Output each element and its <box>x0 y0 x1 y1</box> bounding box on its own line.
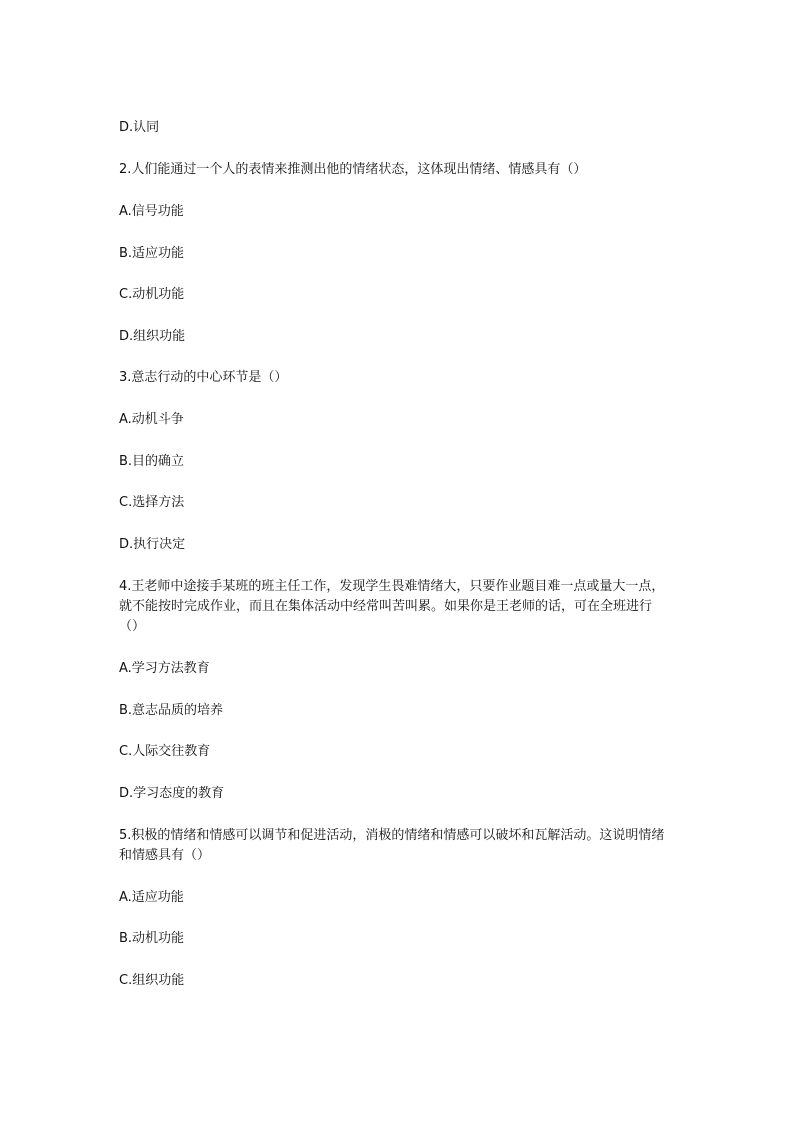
q3-option-b: B.目的确立 <box>119 454 185 469</box>
q4-option-d: D.学习态度的教育 <box>119 786 225 801</box>
q3-option-c: C.选择方法 <box>119 495 185 510</box>
q4-option-c: C.人际交往教育 <box>119 744 211 759</box>
question-3: 3.意志行动的中心环节是（） <box>119 370 288 385</box>
q5-option-c: C.组织功能 <box>119 973 185 988</box>
q2-option-b: B.适应功能 <box>119 246 185 261</box>
q5-option-a: A.适应功能 <box>119 890 184 905</box>
q5-option-b: B.动机功能 <box>119 931 185 946</box>
question-2: 2.人们能通过一个人的表情来推测出他的情绪状态，这体现出情绪、情感具有（） <box>119 162 587 177</box>
q4-option-a: A.学习方法教育 <box>119 661 210 676</box>
q4-option-b: B.意志品质的培养 <box>119 703 224 718</box>
q2-option-c: C.动机功能 <box>119 287 185 302</box>
q3-option-d: D.执行决定 <box>119 537 186 552</box>
question-4: 4.王老师中途接手某班的班主任工作，发现学生畏难情绪大，只要作业题目难一点或量大一点，就不能按时完成作业，而且在集体活动中经常叫苦叫累。如果你是王老师的话，可在全班进行（） <box>119 579 665 634</box>
question-5: 5.积极的情绪和情感可以调节和促进活动，消极的情绪和情感可以破坏和瓦解活动。这说明情绪和情感具有（） <box>119 828 665 863</box>
q3-option-a: A.动机斗争 <box>119 412 184 427</box>
q2-option-d: D.组织功能 <box>119 329 186 344</box>
q2-option-a: A.信号功能 <box>119 204 184 219</box>
option-d-previous: D.认同 <box>119 120 160 135</box>
